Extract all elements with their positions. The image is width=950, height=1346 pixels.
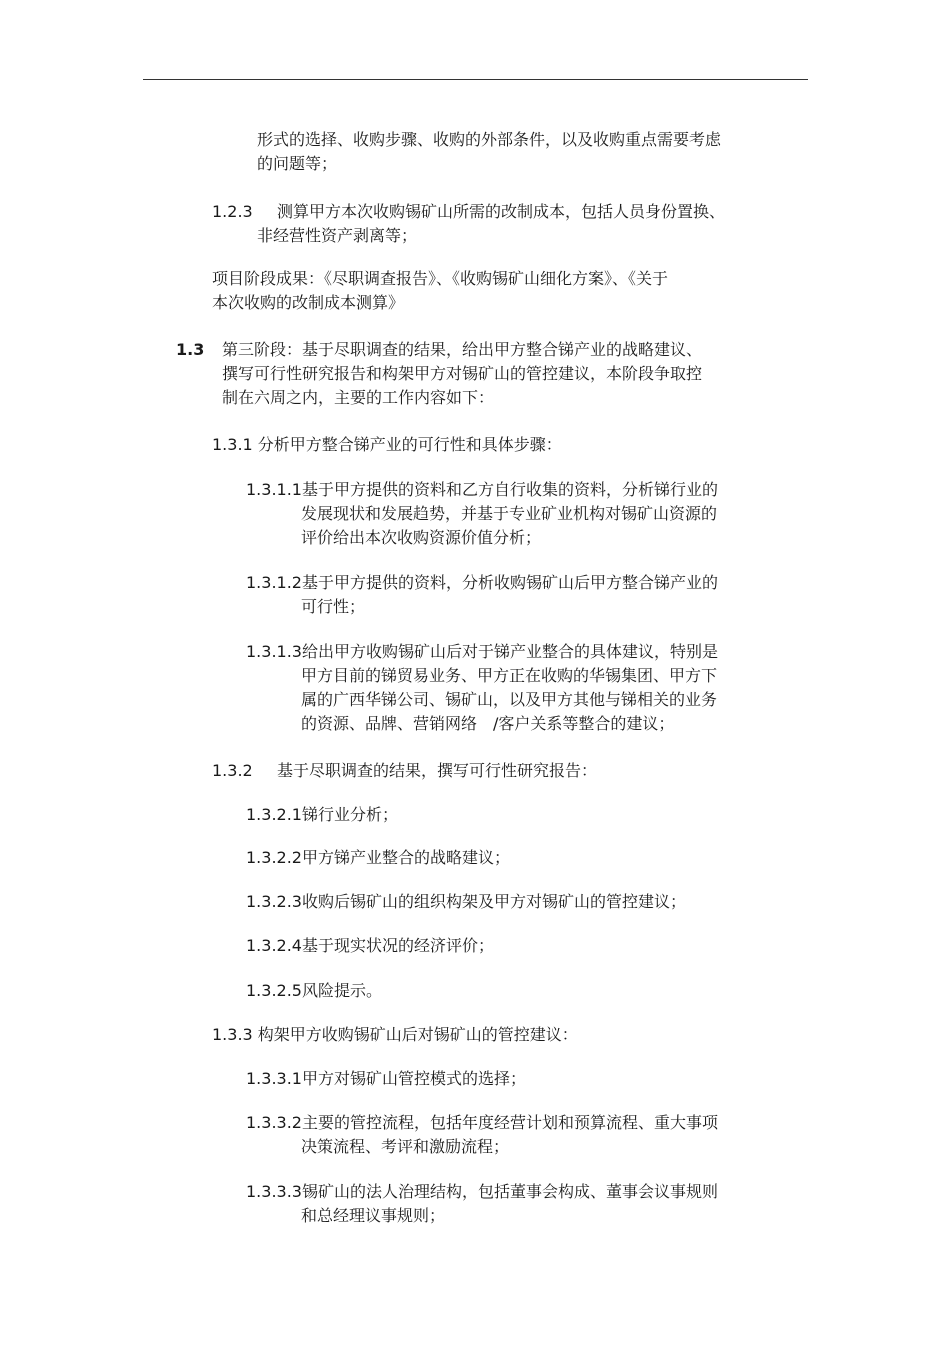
text-line: 1.3.1 分析甲方整合锑产业的可行性和具体步骤： <box>212 435 562 454</box>
text-line: 甲方目前的锑贸易业务、甲方正在收购的华锡集团、甲方下 <box>301 666 718 685</box>
text-line: 1.3.1.2基于甲方提供的资料，分析收购锡矿山后甲方整合锑产业的 <box>246 573 718 592</box>
text-line: 发展现状和发展趋势，并基于专业矿业机构对锡矿山资源的 <box>301 504 718 523</box>
text-line: 和总经理议事规则； <box>301 1206 446 1225</box>
section-number: 1.2.3 <box>212 202 253 221</box>
text-line: 1.3.2.3收购后锡矿山的组织构架及甲方对锡矿山的管控建议； <box>246 892 686 911</box>
text-line: 1.3.2.5风险提示。 <box>246 981 382 1000</box>
text-line: 1.3.3.1甲方对锡矿山管控模式的选择； <box>246 1069 526 1088</box>
section-number: 1.3 <box>176 340 205 359</box>
text-line: 1.3.3 构架甲方收购锡矿山后对锡矿山的管控建议： <box>212 1025 578 1044</box>
text-line: 可行性； <box>301 597 366 616</box>
text-line: 制在六周之内，主要的工作内容如下： <box>222 388 495 407</box>
text-line: 项目阶段成果：《尽职调查报告》、《收购锡矿山细化方案》、《关于 <box>212 269 669 288</box>
section-number: 1.3.2 <box>212 761 253 780</box>
text-line: 基于尽职调查的结果，撰写可行性研究报告： <box>277 761 598 780</box>
text-line: 评价给出本次收购资源价值分析； <box>301 528 542 547</box>
text-line: 决策流程、考评和激励流程； <box>301 1137 510 1156</box>
text-line: 测算甲方本次收购锡矿山所需的改制成本，包括人员身份置换、 <box>277 202 726 221</box>
text-line: 的资源、品牌、营销网络 /客户关系等整合的建议； <box>301 714 675 733</box>
text-line: 1.3.2.2甲方锑产业整合的战略建议； <box>246 848 510 867</box>
text-line: 非经营性资产剥离等； <box>257 226 418 245</box>
text-line: 属的广西华锑公司、锡矿山，以及甲方其他与锑相关的业务 <box>301 690 718 709</box>
text-line: 1.3.3.2主要的管控流程，包括年度经营计划和预算流程、重大事项 <box>246 1113 718 1132</box>
text-line: 1.3.2.4基于现实状况的经济评价； <box>246 936 494 955</box>
text-line: 撰写可行性研究报告和构架甲方对锡矿山的管控建议，本阶段争取控 <box>222 364 703 383</box>
text-line: 1.3.3.3锡矿山的法人治理结构，包括董事会构成、董事会议事规则 <box>246 1182 718 1201</box>
text-line: 1.3.1.1基于甲方提供的资料和乙方自行收集的资料，分析锑行业的 <box>246 480 718 499</box>
text-line: 的问题等； <box>257 154 338 173</box>
text-line: 形式的选择、收购步骤、收购的外部条件，以及收购重点需要考虑 <box>257 130 722 149</box>
text-line: 本次收购的改制成本测算》 <box>212 293 405 312</box>
text-line: 1.3.1.3给出甲方收购锡矿山后对于锑产业整合的具体建议，特别是 <box>246 642 718 661</box>
text-line: 第三阶段：基于尽职调查的结果，给出甲方整合锑产业的战略建议、 <box>222 340 703 359</box>
header-rule <box>143 79 808 80</box>
text-line: 1.3.2.1锑行业分析； <box>246 805 398 824</box>
